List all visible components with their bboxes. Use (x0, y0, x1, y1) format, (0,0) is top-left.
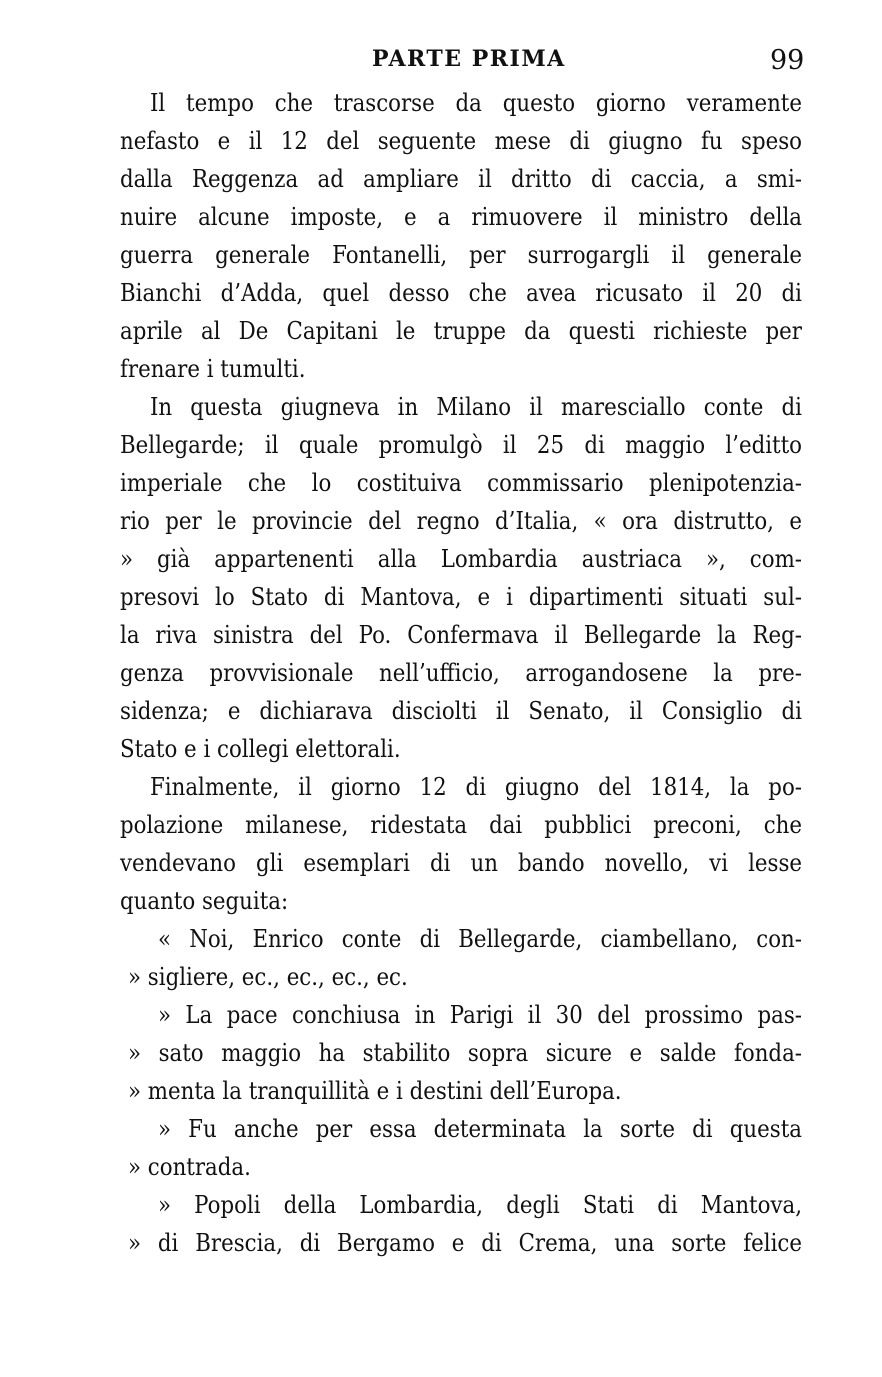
text-line: In questa giugneva in Milano il maresciallo conte di (149, 392, 802, 421)
text-line: » sigliere, ec., ec., ec., ec. (127, 962, 408, 991)
running-title: PARTE PRIMA (372, 46, 566, 72)
text-line: imperiale che lo costituiva commissario plenipotenzia- (120, 468, 802, 497)
text-line: nuire alcune imposte, e a rimuovere il ministro della (120, 202, 802, 231)
text-line: » Fu anche per essa determinata la sorte di questa (157, 1114, 802, 1143)
text-line: frenare i tumulti. (120, 354, 306, 383)
running-head (0, 46, 882, 80)
text-line: » già appartenenti alla Lombardia austriaca », com- (120, 544, 802, 573)
text-line: aprile al De Capitani le truppe da questi richieste per (120, 316, 802, 345)
text-line: Bellegarde; il quale promulgò il 25 di maggio l’editto (120, 430, 802, 459)
page-number: 99 (770, 45, 805, 76)
text-line: Stato e i collegi elettorali. (120, 734, 401, 763)
text-line: » La pace conchiusa in Parigi il 30 del prossimo pas- (157, 1000, 802, 1029)
text-line: » Popoli della Lombardia, degli Stati di Mantova, (157, 1190, 802, 1219)
text-line: vendevano gli esemplari di un bando novello, vi lesse (120, 848, 802, 877)
text-line: guerra generale Fontanelli, per surrogargli il generale (120, 240, 802, 269)
text-line: rio per le provincie del regno d’Italia, « ora distrutto, e (120, 506, 802, 535)
text-line: « Noi, Enrico conte di Bellegarde, ciambellano, con- (157, 924, 802, 953)
text-line: sidenza; e dichiarava disciolti il Senato, il Consiglio di (120, 696, 802, 725)
text-line: » sato maggio ha stabilito sopra sicure e salde fonda- (127, 1038, 802, 1067)
text-line: Il tempo che trascorse da questo giorno veramente (149, 88, 802, 117)
text-line: dalla Reggenza ad ampliare il dritto di caccia, a smi- (120, 164, 802, 193)
text-line: » contrada. (127, 1152, 251, 1181)
text-line: » menta la tranquillità e i destini dell’Europa. (127, 1076, 622, 1105)
text-line: genza provvisionale nell’ufficio, arrogandosene la pre- (120, 658, 802, 687)
text-line: nefasto e il 12 del seguente mese di giugno fu speso (120, 126, 802, 155)
text-line: la riva sinistra del Po. Confermava il Bellegarde la Reg- (120, 620, 802, 649)
text-line: » di Brescia, di Bergamo e di Crema, una sorte felice (127, 1228, 802, 1257)
text-line: polazione milanese, ridestata dai pubblici preconi, che (120, 810, 802, 839)
text-line: Bianchi d’Adda, quel desso che avea ricusato il 20 di (120, 278, 802, 307)
text-line: presovi lo Stato di Mantova, e i dipartimenti situati sul- (120, 582, 802, 611)
body-text (120, 84, 802, 1262)
text-line: quanto seguita: (120, 886, 289, 915)
text-line: Finalmente, il giorno 12 di giugno del 1814, la po- (149, 772, 802, 801)
